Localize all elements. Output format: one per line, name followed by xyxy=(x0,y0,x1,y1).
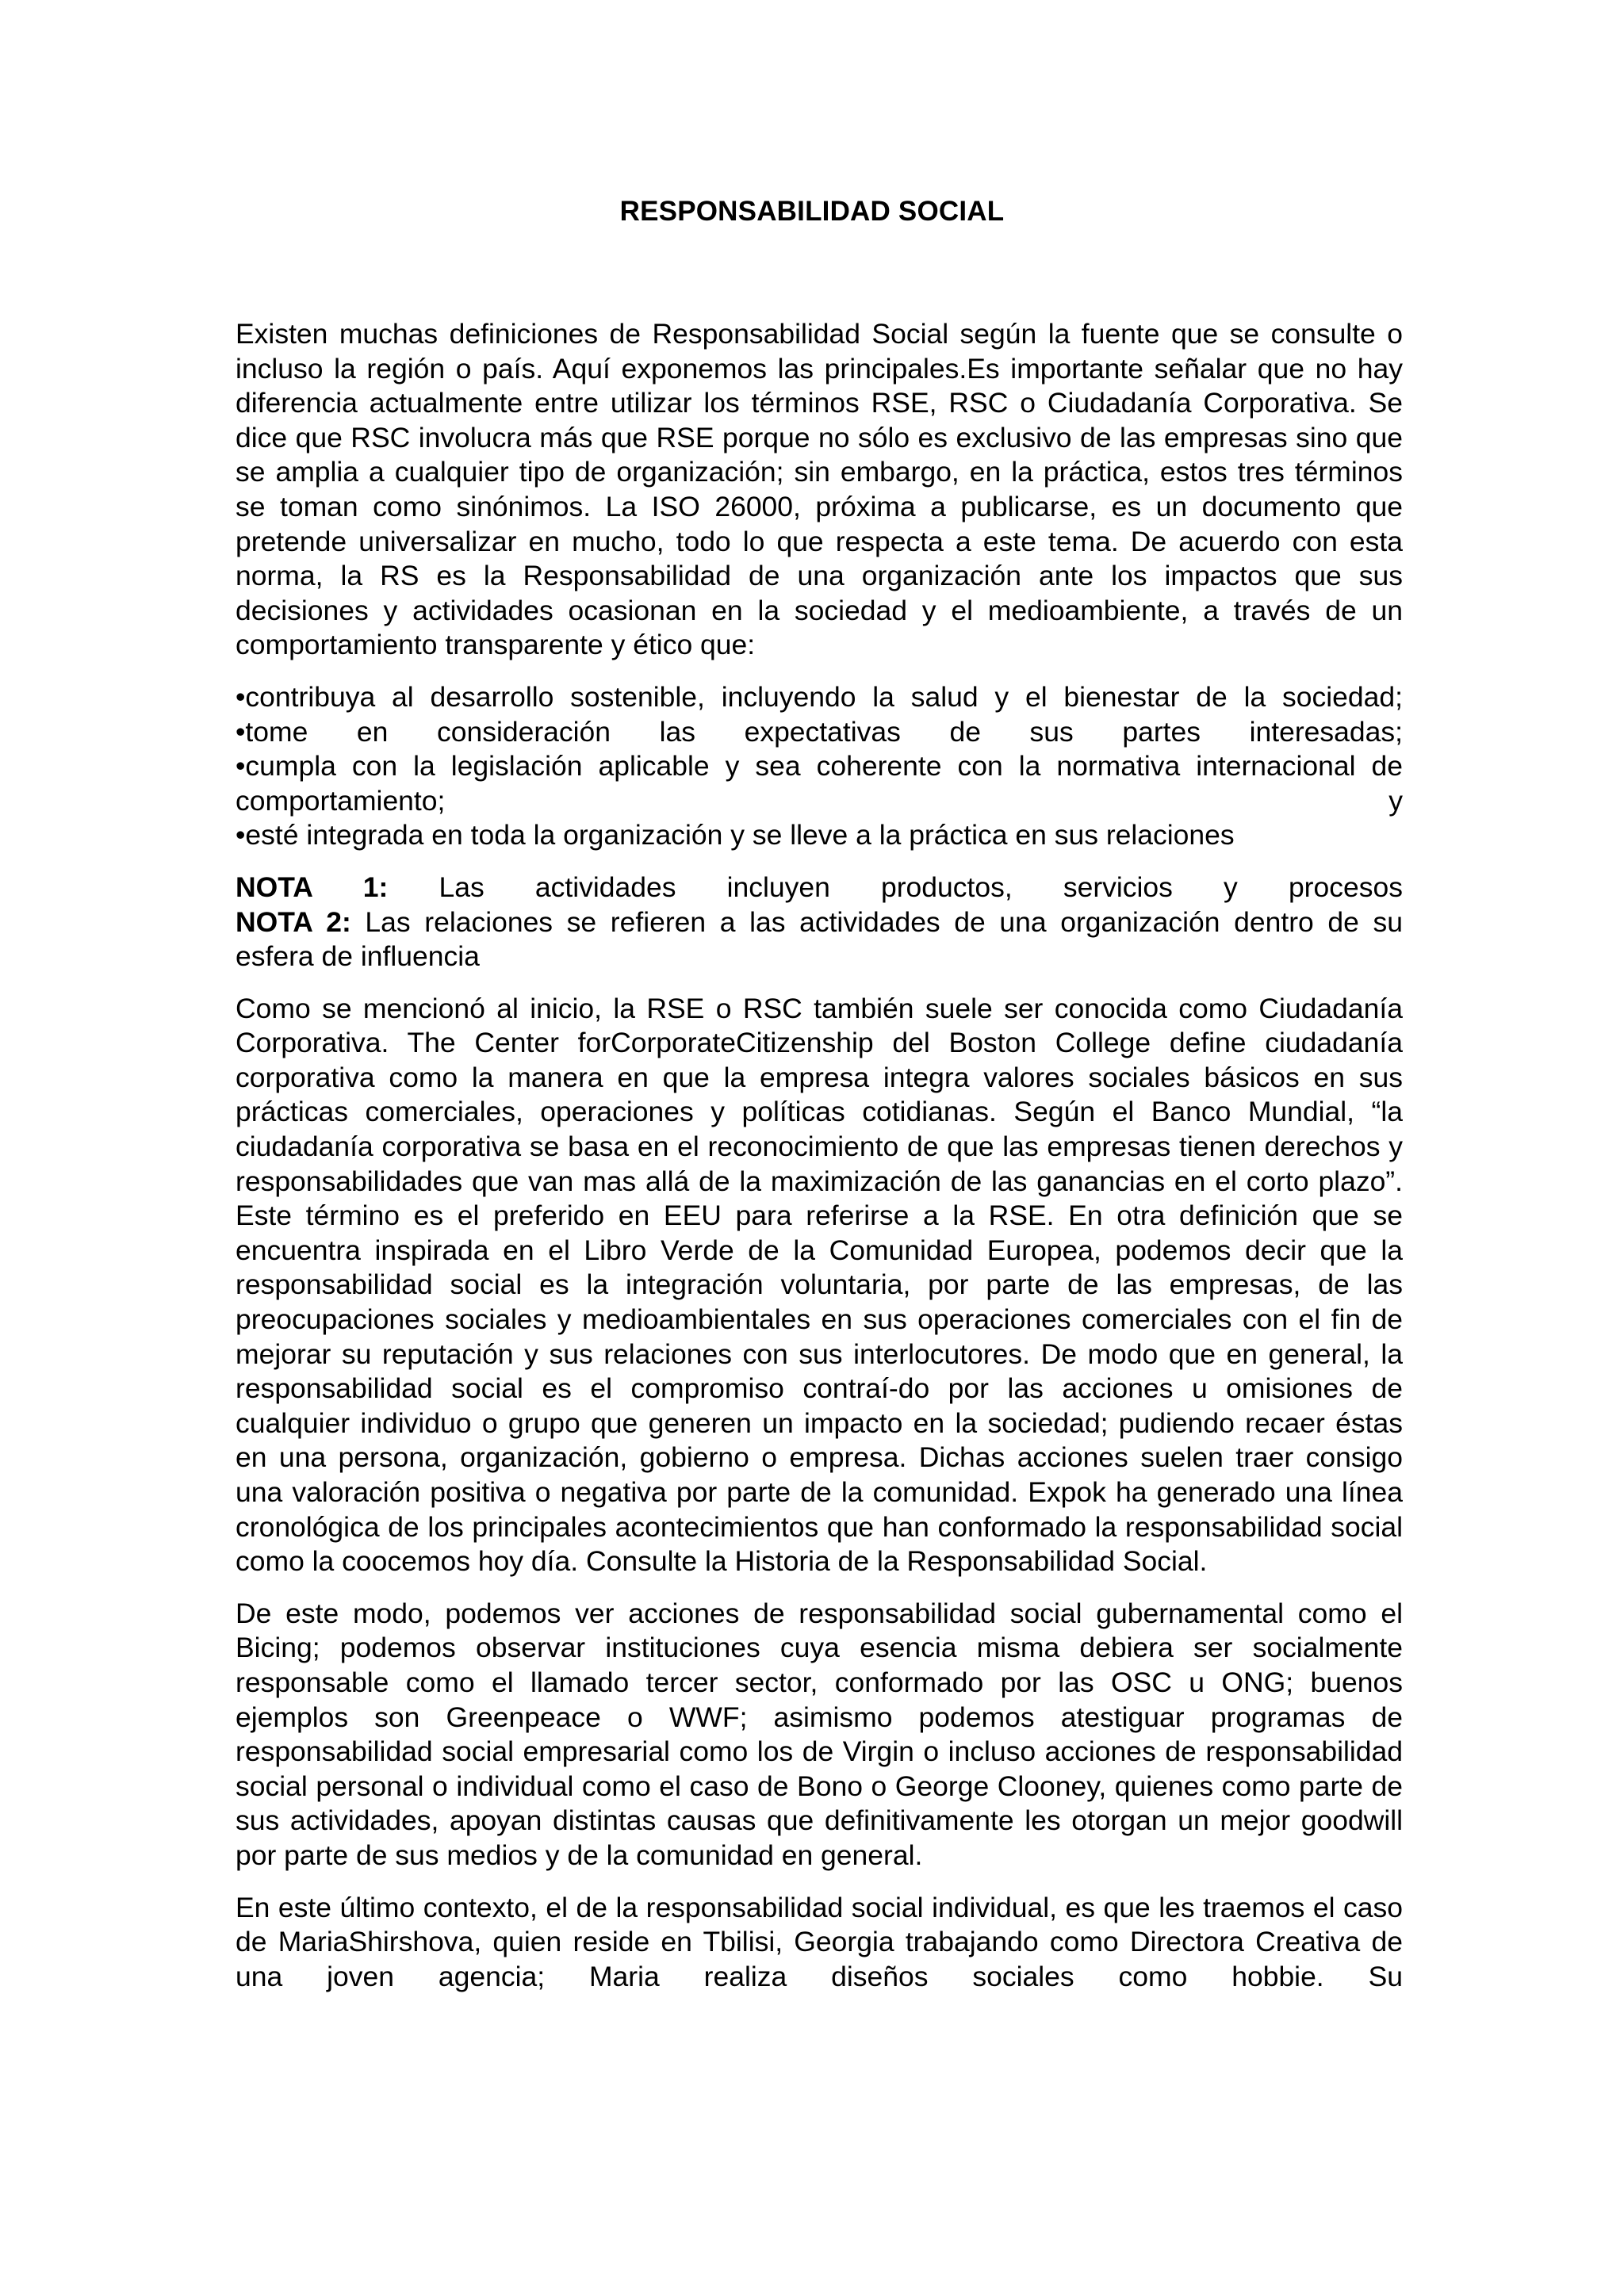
document-body xyxy=(236,317,1403,2011)
note-2 xyxy=(236,905,1403,974)
paragraph-definitions: Existen muchas definiciones de Responsabilidad Social según la fuente que se consulte o incluso la región o país. Aquí exponemos las principales.Es importante señalar que no hay diferencia actualmente entre utilizar los términos RSE, RSC o Ciudadanía Corporativa. Se dice que RSC involucra más que RSE porque no sólo es exclusivo de las empresas sino que se amplia a cualquier tipo de organización; sin embargo, en la práctica, estos tres términos se toman como sinónimos. La ISO 26000, próxima a publicarse, es un documento que pretende universalizar en mucho, todo lo que respecta a este tema. De acuerdo con esta norma, la RS es la Responsabilidad de una organización ante los impactos que sus decisiones y actividades ocasionan en la sociedad y el medioambiente, a través de un comportamiento transparente y ético que: xyxy=(236,318,1403,661)
bullet-item: •tome en consideración las expectativas de sus partes interesadas; xyxy=(236,715,1403,748)
paragraph-examples: De este modo, podemos ver acciones de responsabilidad social gubernamental como el Bicing; podemos observar instituciones cuya esencia misma debiera ser socialmente responsable como el llamado tercer sector, conformado por las OSC u ONG; buenos ejemplos son Greenpeace o WWF; asimismo podemos atestiguar programas de responsabilidad social empresarial como los de Virgin o incluso acciones de responsabilidad social personal o individual como el caso de Bono o George Clooney, quienes como parte de sus actividades, apoyan distintas causas que definitivamente les otorgan un mejor goodwill por parte de sus medios y de la comunidad en general. xyxy=(236,1597,1403,1871)
bullet-item-continuation xyxy=(236,784,1403,819)
note-2-text: Las relaciones se refieren a las actividades de una organización dentro de su esfera de influencia xyxy=(236,905,1403,973)
note-1-label: NOTA 1: xyxy=(236,871,389,903)
notes-block xyxy=(236,871,1403,974)
note-1 xyxy=(236,871,1403,905)
bullet-item: •cumpla con la legislación aplicable y sea coherente con la normativa internacional de xyxy=(236,750,1403,783)
paragraph-individual-responsibility: En este último contexto, el de la responsabilidad social individual, es que les traemos el caso de MariaShirshova, quien reside en Tbilisi, Georgia trabajando como Directora Creativa de una joven agencia; Maria realiza diseños sociales como hobbie. Su xyxy=(236,1891,1403,1992)
bullet-continuation-conjunction: y xyxy=(1388,784,1403,817)
page-title: RESPONSABILIDAD SOCIAL xyxy=(619,196,1005,227)
note-2-label: NOTA 2: xyxy=(236,905,351,938)
bullet-list xyxy=(236,680,1403,853)
paragraph-corporate-citizenship: Como se mencionó al inicio, la RSE o RSC también suele ser conocida como Ciudadanía Corporativa. The Center forCorporateCitizenship del Boston College define ciudadanía corporativa como la manera en que la empresa integra valores sociales básicos en sus prácticas comerciales, operaciones y políticas cotidianas. Según el Banco Mundial, “la ciudadanía corporativa se basa en el reconocimiento de que las empresas tienen derechos y responsabilidades que van mas allá de la maximización de las ganancias en el corto plazo”. Este término es el preferido en EEU para referirse a la RSE. En otra definición que se encuentra inspirada en el Libro Verde de la Comunidad Europea, podemos decir que la responsabilidad social es la integración voluntaria, por parte de las empresas, de las preocupaciones sociales y medioambientales en sus operaciones comerciales con el fin de mejorar su reputación y sus relaciones con sus interlocutores. De modo que en general, la responsabilidad social es el compromiso contraí-do por las acciones u omisiones de cualquier individuo o grupo que generen un impacto en la sociedad; pudiendo recaer éstas en una persona, organización, gobierno o empresa. Dichas acciones suelen traer consigo una valoración positiva o negativa por parte de la comunidad. Expok ha generado una línea cronológica de los principales acontecimientos que han conformado la responsabilidad social como la coocemos hoy día. Consulte la Historia de la Responsabilidad Social. xyxy=(236,992,1403,1578)
bullet-item: •esté integrada en toda la organización y se lleve a la práctica en sus relaciones xyxy=(236,819,1235,851)
bullet-continuation-text: comportamiento; xyxy=(236,784,446,817)
bullet-item: •contribuya al desarrollo sostenible, incluyendo la salud y el bienestar de la sociedad; xyxy=(236,680,1403,713)
note-1-text: Las actividades incluyen productos, servicios y procesos xyxy=(439,871,1403,903)
